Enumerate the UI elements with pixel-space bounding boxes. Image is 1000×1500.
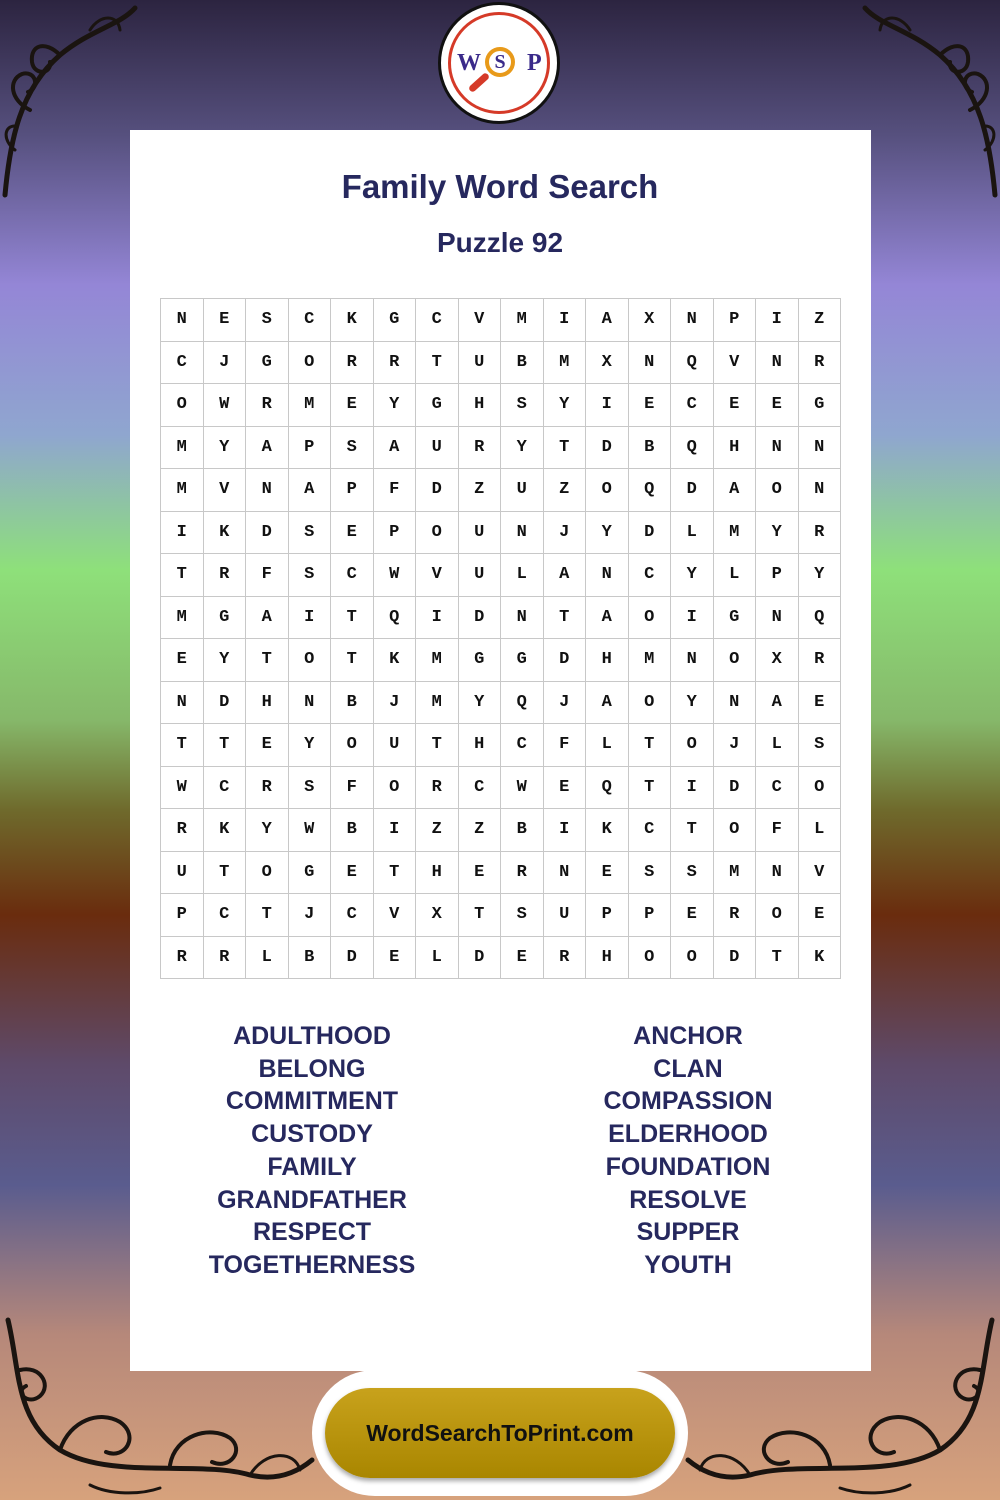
site-link-button[interactable] xyxy=(325,1388,675,1478)
grid-cell[interactable]: O xyxy=(416,512,459,555)
grid-cell[interactable]: R xyxy=(204,554,247,597)
grid-cell[interactable]: V xyxy=(204,469,247,512)
grid-cell[interactable]: I xyxy=(671,597,714,640)
grid-cell[interactable]: W xyxy=(161,767,204,810)
grid-cell[interactable]: D xyxy=(459,937,502,980)
grid-cell[interactable]: I xyxy=(374,809,417,852)
grid-cell[interactable]: S xyxy=(799,724,842,767)
grid-cell[interactable]: U xyxy=(501,469,544,512)
grid-cell[interactable]: V xyxy=(459,299,502,342)
grid-cell[interactable]: E xyxy=(629,384,672,427)
grid-cell[interactable]: E xyxy=(714,384,757,427)
grid-cell[interactable]: S xyxy=(501,384,544,427)
grid-cell[interactable]: R xyxy=(331,342,374,385)
grid-cell[interactable]: R xyxy=(246,767,289,810)
word-list-right xyxy=(528,1020,848,1282)
grid-cell[interactable]: T xyxy=(204,724,247,767)
grid-cell[interactable]: M xyxy=(714,512,757,555)
grid-cell[interactable]: I xyxy=(586,384,629,427)
grid-cell[interactable]: W xyxy=(374,554,417,597)
grid-cell[interactable]: A xyxy=(586,597,629,640)
grid-cell[interactable]: E xyxy=(331,852,374,895)
grid-cell[interactable]: Q xyxy=(671,427,714,470)
grid-cell[interactable]: P xyxy=(756,554,799,597)
grid-cell[interactable]: D xyxy=(629,512,672,555)
grid-cell[interactable]: M xyxy=(629,639,672,682)
grid-cell[interactable]: J xyxy=(374,682,417,725)
grid-cell[interactable]: V xyxy=(799,852,842,895)
grid-cell[interactable]: R xyxy=(799,639,842,682)
grid-cell[interactable]: H xyxy=(246,682,289,725)
grid-cell[interactable]: E xyxy=(799,894,842,937)
grid-cell[interactable]: N xyxy=(501,597,544,640)
word-list-item: SUPPER xyxy=(636,1218,740,1247)
grid-cell[interactable]: J xyxy=(289,894,332,937)
word-list-item: ANCHOR xyxy=(633,1022,743,1050)
grid-cell[interactable]: H xyxy=(714,427,757,470)
grid-cell[interactable]: I xyxy=(161,512,204,555)
grid-cell[interactable]: N xyxy=(289,682,332,725)
grid-cell[interactable]: E xyxy=(331,384,374,427)
grid-cell[interactable]: K xyxy=(586,809,629,852)
grid-cell[interactable]: O xyxy=(799,767,842,810)
word-list-item: CLAN xyxy=(653,1054,723,1083)
grid-cell[interactable]: Y xyxy=(246,809,289,852)
grid-cell[interactable]: R xyxy=(501,852,544,895)
grid-cell[interactable]: A xyxy=(586,299,629,342)
grid-cell[interactable]: N xyxy=(629,342,672,385)
grid-cell[interactable]: E xyxy=(161,639,204,682)
grid-cell[interactable]: G xyxy=(289,852,332,895)
grid-cell[interactable]: V xyxy=(374,894,417,937)
grid-cell[interactable]: X xyxy=(756,639,799,682)
grid-cell[interactable]: T xyxy=(374,852,417,895)
grid-cell[interactable]: Q xyxy=(799,597,842,640)
grid-cell[interactable]: T xyxy=(629,767,672,810)
grid-cell[interactable]: D xyxy=(246,512,289,555)
word-list-item: GRANDFATHER xyxy=(217,1185,407,1214)
grid-cell[interactable]: M xyxy=(544,342,587,385)
grid-cell[interactable]: P xyxy=(289,427,332,470)
grid-cell[interactable]: U xyxy=(459,554,502,597)
grid-cell[interactable]: B xyxy=(331,809,374,852)
grid-cell[interactable]: S xyxy=(331,427,374,470)
word-list-item: RESOLVE xyxy=(629,1185,747,1214)
grid-cell[interactable]: C xyxy=(756,767,799,810)
word-list-item: FOUNDATION xyxy=(605,1152,771,1181)
grid-cell[interactable]: V xyxy=(416,554,459,597)
grid-cell[interactable]: R xyxy=(459,427,502,470)
grid-cell[interactable]: X xyxy=(586,342,629,385)
grid-cell[interactable]: B xyxy=(629,427,672,470)
grid-cell[interactable]: D xyxy=(714,767,757,810)
grid-cell[interactable]: G xyxy=(416,384,459,427)
grid-cell[interactable]: O xyxy=(671,724,714,767)
grid-cell[interactable]: E xyxy=(586,852,629,895)
grid-cell[interactable]: R xyxy=(161,937,204,980)
grid-cell[interactable]: E xyxy=(374,937,417,980)
grid-cell[interactable]: G xyxy=(714,597,757,640)
grid-cell[interactable]: J xyxy=(544,682,587,725)
grid-cell[interactable]: O xyxy=(756,894,799,937)
grid-cell[interactable]: C xyxy=(629,554,672,597)
grid-cell[interactable]: C xyxy=(161,342,204,385)
grid-cell[interactable]: Y xyxy=(671,554,714,597)
word-list-item: TOGETHERNESS xyxy=(208,1250,416,1279)
grid-cell[interactable]: R xyxy=(714,894,757,937)
grid-cell[interactable]: A xyxy=(586,682,629,725)
grid-cell[interactable]: T xyxy=(671,809,714,852)
grid-cell[interactable]: T xyxy=(246,639,289,682)
grid-cell[interactable]: I xyxy=(544,809,587,852)
grid-cell[interactable]: U xyxy=(416,427,459,470)
grid-cell[interactable]: B xyxy=(289,937,332,980)
grid-cell[interactable]: D xyxy=(671,469,714,512)
grid-cell[interactable]: Z xyxy=(799,299,842,342)
grid-cell[interactable]: M xyxy=(501,299,544,342)
grid-cell[interactable]: Y xyxy=(586,512,629,555)
grid-cell[interactable]: C xyxy=(629,809,672,852)
grid-cell[interactable]: F xyxy=(756,809,799,852)
site-link-label: WordSearchToPrint.com xyxy=(366,1419,634,1446)
grid-cell[interactable]: P xyxy=(714,299,757,342)
grid-cell[interactable]: U xyxy=(374,724,417,767)
grid-cell[interactable]: C xyxy=(204,894,247,937)
grid-cell[interactable]: O xyxy=(289,342,332,385)
grid-cell[interactable]: I xyxy=(416,597,459,640)
grid-cell[interactable]: B xyxy=(331,682,374,725)
grid-cell[interactable]: T xyxy=(756,937,799,980)
grid-cell[interactable]: Y xyxy=(756,512,799,555)
puzzle-number: Puzzle 92 xyxy=(436,227,564,258)
grid-cell[interactable]: T xyxy=(629,724,672,767)
grid-cell[interactable]: K xyxy=(331,299,374,342)
grid-cell[interactable]: P xyxy=(331,469,374,512)
word-list-item: CUSTODY xyxy=(251,1120,373,1149)
grid-cell[interactable]: Z xyxy=(544,469,587,512)
word-list-item: BELONG xyxy=(258,1054,366,1083)
grid-cell[interactable]: S xyxy=(629,852,672,895)
grid-cell[interactable]: O xyxy=(289,639,332,682)
letter-grid xyxy=(160,298,841,979)
grid-cell[interactable]: D xyxy=(459,597,502,640)
grid-cell[interactable]: E xyxy=(671,894,714,937)
grid-cell[interactable]: W xyxy=(204,384,247,427)
grid-cell[interactable]: G xyxy=(204,597,247,640)
grid-cell[interactable]: Z xyxy=(459,469,502,512)
grid-cell[interactable]: P xyxy=(629,894,672,937)
grid-cell[interactable]: D xyxy=(544,639,587,682)
grid-cell[interactable]: P xyxy=(374,512,417,555)
grid-cell[interactable]: T xyxy=(161,724,204,767)
grid-cell[interactable]: R xyxy=(799,342,842,385)
grid-cell[interactable]: O xyxy=(756,469,799,512)
word-list-item: YOUTH xyxy=(644,1250,732,1279)
grid-cell[interactable]: L xyxy=(416,937,459,980)
grid-cell[interactable]: Y xyxy=(459,682,502,725)
word-list-item: ADULTHOOD xyxy=(233,1022,391,1050)
grid-cell[interactable]: S xyxy=(246,299,289,342)
grid-cell[interactable]: L xyxy=(714,554,757,597)
grid-cell[interactable]: N xyxy=(714,682,757,725)
grid-cell[interactable]: L xyxy=(671,512,714,555)
word-list-item: COMPASSION xyxy=(603,1087,773,1116)
grid-cell[interactable]: Y xyxy=(671,682,714,725)
grid-cell[interactable]: T xyxy=(204,852,247,895)
grid-cell[interactable]: M xyxy=(161,427,204,470)
grid-cell[interactable]: E xyxy=(246,724,289,767)
grid-cell[interactable]: N xyxy=(756,342,799,385)
grid-cell[interactable]: B xyxy=(501,342,544,385)
grid-cell[interactable]: U xyxy=(459,342,502,385)
grid-cell[interactable]: O xyxy=(714,809,757,852)
grid-cell[interactable]: U xyxy=(161,852,204,895)
grid-cell[interactable]: E xyxy=(331,512,374,555)
grid-cell[interactable]: Q xyxy=(629,469,672,512)
grid-cell[interactable]: G xyxy=(246,342,289,385)
grid-cell[interactable]: O xyxy=(161,384,204,427)
grid-cell[interactable]: G xyxy=(374,299,417,342)
grid-cell[interactable]: A xyxy=(289,469,332,512)
grid-cell[interactable]: E xyxy=(459,852,502,895)
word-list-left xyxy=(152,1020,472,1282)
grid-cell[interactable]: D xyxy=(714,937,757,980)
magnifier-icon xyxy=(485,47,515,77)
grid-cell[interactable]: T xyxy=(246,894,289,937)
grid-cell[interactable]: R xyxy=(374,342,417,385)
grid-cell[interactable]: O xyxy=(629,597,672,640)
grid-cell[interactable]: N xyxy=(161,299,204,342)
grid-cell[interactable]: S xyxy=(289,767,332,810)
grid-cell[interactable]: A xyxy=(756,682,799,725)
grid-cell[interactable]: F xyxy=(374,469,417,512)
grid-cell[interactable]: T xyxy=(544,427,587,470)
grid-cell[interactable]: G xyxy=(501,639,544,682)
grid-cell[interactable]: A xyxy=(246,597,289,640)
grid-cell[interactable]: K xyxy=(799,937,842,980)
grid-cell[interactable]: R xyxy=(204,937,247,980)
grid-cell[interactable]: G xyxy=(459,639,502,682)
grid-cell[interactable]: H xyxy=(416,852,459,895)
grid-cell[interactable]: N xyxy=(671,299,714,342)
grid-cell[interactable]: R xyxy=(161,809,204,852)
grid-cell[interactable]: C xyxy=(204,767,247,810)
grid-cell[interactable]: J xyxy=(204,342,247,385)
grid-cell[interactable]: E xyxy=(756,384,799,427)
grid-cell[interactable]: C xyxy=(331,894,374,937)
grid-cell[interactable]: C xyxy=(671,384,714,427)
grid-cell[interactable]: T xyxy=(161,554,204,597)
grid-cell[interactable]: D xyxy=(416,469,459,512)
grid-cell[interactable]: S xyxy=(671,852,714,895)
grid-cell[interactable]: D xyxy=(331,937,374,980)
grid-cell[interactable]: I xyxy=(756,299,799,342)
word-list-item: COMMITMENT xyxy=(225,1087,399,1116)
grid-cell[interactable]: Q xyxy=(374,597,417,640)
grid-cell[interactable]: N xyxy=(671,639,714,682)
grid-cell[interactable]: T xyxy=(416,342,459,385)
grid-cell[interactable]: H xyxy=(586,639,629,682)
grid-cell[interactable]: A xyxy=(246,427,289,470)
grid-cell[interactable]: Z xyxy=(416,809,459,852)
grid-cell[interactable]: U xyxy=(544,894,587,937)
grid-cell[interactable]: P xyxy=(161,894,204,937)
grid-cell[interactable]: W xyxy=(289,809,332,852)
word-list-item: RESPECT xyxy=(252,1218,372,1247)
grid-cell[interactable]: E xyxy=(204,299,247,342)
grid-cell[interactable]: W xyxy=(501,767,544,810)
grid-cell[interactable]: Y xyxy=(204,639,247,682)
grid-cell[interactable]: J xyxy=(714,724,757,767)
grid-cell[interactable]: O xyxy=(331,724,374,767)
grid-cell[interactable]: M xyxy=(714,852,757,895)
grid-cell[interactable]: C xyxy=(501,724,544,767)
grid-cell[interactable]: Q xyxy=(501,682,544,725)
grid-cell[interactable]: N xyxy=(586,554,629,597)
grid-cell[interactable]: S xyxy=(289,512,332,555)
grid-cell[interactable]: D xyxy=(204,682,247,725)
grid-cell[interactable]: G xyxy=(799,384,842,427)
grid-cell[interactable]: O xyxy=(246,852,289,895)
grid-cell[interactable]: N xyxy=(246,469,289,512)
grid-cell[interactable]: N xyxy=(544,852,587,895)
grid-cell[interactable]: O xyxy=(374,767,417,810)
grid-cell[interactable]: O xyxy=(629,682,672,725)
grid-cell[interactable]: N xyxy=(799,427,842,470)
grid-cell[interactable]: T xyxy=(544,597,587,640)
grid-cell[interactable]: K xyxy=(374,639,417,682)
grid-cell[interactable]: Y xyxy=(204,427,247,470)
grid-cell[interactable]: R xyxy=(246,384,289,427)
grid-cell[interactable]: N xyxy=(756,597,799,640)
grid-cell[interactable]: J xyxy=(544,512,587,555)
grid-cell[interactable]: T xyxy=(459,894,502,937)
grid-cell[interactable]: V xyxy=(714,342,757,385)
grid-cell[interactable]: S xyxy=(289,554,332,597)
grid-cell[interactable]: A xyxy=(544,554,587,597)
grid-cell[interactable]: I xyxy=(544,299,587,342)
grid-cell[interactable]: L xyxy=(586,724,629,767)
logo-letter-s: S xyxy=(494,51,506,73)
logo-letter-w: W xyxy=(457,50,481,76)
grid-cell[interactable]: M xyxy=(289,384,332,427)
grid-cell[interactable]: O xyxy=(671,937,714,980)
word-list-item: ELDERHOOD xyxy=(608,1120,768,1149)
grid-cell[interactable]: T xyxy=(331,639,374,682)
grid-cell[interactable]: Q xyxy=(671,342,714,385)
grid-cell[interactable]: E xyxy=(501,937,544,980)
grid-cell[interactable]: Y xyxy=(374,384,417,427)
grid-cell[interactable]: F xyxy=(331,767,374,810)
grid-cell[interactable]: C xyxy=(289,299,332,342)
grid-cell[interactable]: N xyxy=(501,512,544,555)
word-list-item: FAMILY xyxy=(267,1152,357,1181)
grid-cell[interactable]: O xyxy=(629,937,672,980)
grid-cell[interactable]: E xyxy=(544,767,587,810)
grid-cell[interactable]: P xyxy=(586,894,629,937)
grid-cell[interactable]: O xyxy=(586,469,629,512)
grid-cell[interactable]: Y xyxy=(544,384,587,427)
grid-cell[interactable]: L xyxy=(799,809,842,852)
grid-cell[interactable]: N xyxy=(756,427,799,470)
grid-cell[interactable]: B xyxy=(501,809,544,852)
logo-letter-p: P xyxy=(527,50,542,76)
grid-cell[interactable]: R xyxy=(799,512,842,555)
grid-cell[interactable]: H xyxy=(459,384,502,427)
grid-cell[interactable]: C xyxy=(459,767,502,810)
grid-cell[interactable]: T xyxy=(331,597,374,640)
grid-cell[interactable]: I xyxy=(671,767,714,810)
grid-cell[interactable]: F xyxy=(246,554,289,597)
grid-cell[interactable]: C xyxy=(416,299,459,342)
grid-cell[interactable]: T xyxy=(416,724,459,767)
grid-cell[interactable]: X xyxy=(629,299,672,342)
grid-cell[interactable]: R xyxy=(544,937,587,980)
grid-cell[interactable]: N xyxy=(799,469,842,512)
grid-cell[interactable]: D xyxy=(586,427,629,470)
grid-cell[interactable]: M xyxy=(416,682,459,725)
grid-cell[interactable]: Y xyxy=(799,554,842,597)
grid-cell[interactable]: R xyxy=(416,767,459,810)
grid-cell[interactable]: H xyxy=(459,724,502,767)
site-logo[interactable] xyxy=(438,2,560,124)
grid-cell[interactable]: N xyxy=(756,852,799,895)
grid-cell[interactable]: E xyxy=(799,682,842,725)
grid-cell[interactable]: Y xyxy=(289,724,332,767)
grid-cell[interactable]: Y xyxy=(501,427,544,470)
grid-cell[interactable]: K xyxy=(204,809,247,852)
grid-cell[interactable]: O xyxy=(714,639,757,682)
grid-cell[interactable]: F xyxy=(544,724,587,767)
grid-cell[interactable]: Q xyxy=(586,767,629,810)
grid-cell[interactable]: A xyxy=(374,427,417,470)
grid-cell[interactable]: M xyxy=(161,597,204,640)
grid-cell[interactable]: C xyxy=(331,554,374,597)
grid-cell[interactable]: A xyxy=(714,469,757,512)
grid-cell[interactable]: N xyxy=(161,682,204,725)
grid-cell[interactable]: U xyxy=(459,512,502,555)
grid-cell[interactable]: X xyxy=(416,894,459,937)
grid-cell[interactable]: L xyxy=(501,554,544,597)
page-title: Family Word Search xyxy=(341,168,659,205)
grid-cell[interactable]: L xyxy=(246,937,289,980)
grid-cell[interactable]: H xyxy=(586,937,629,980)
grid-cell[interactable]: I xyxy=(289,597,332,640)
grid-cell[interactable]: M xyxy=(416,639,459,682)
grid-cell[interactable]: M xyxy=(161,469,204,512)
grid-cell[interactable]: K xyxy=(204,512,247,555)
grid-cell[interactable]: L xyxy=(756,724,799,767)
grid-cell[interactable]: S xyxy=(501,894,544,937)
grid-cell[interactable]: Z xyxy=(459,809,502,852)
